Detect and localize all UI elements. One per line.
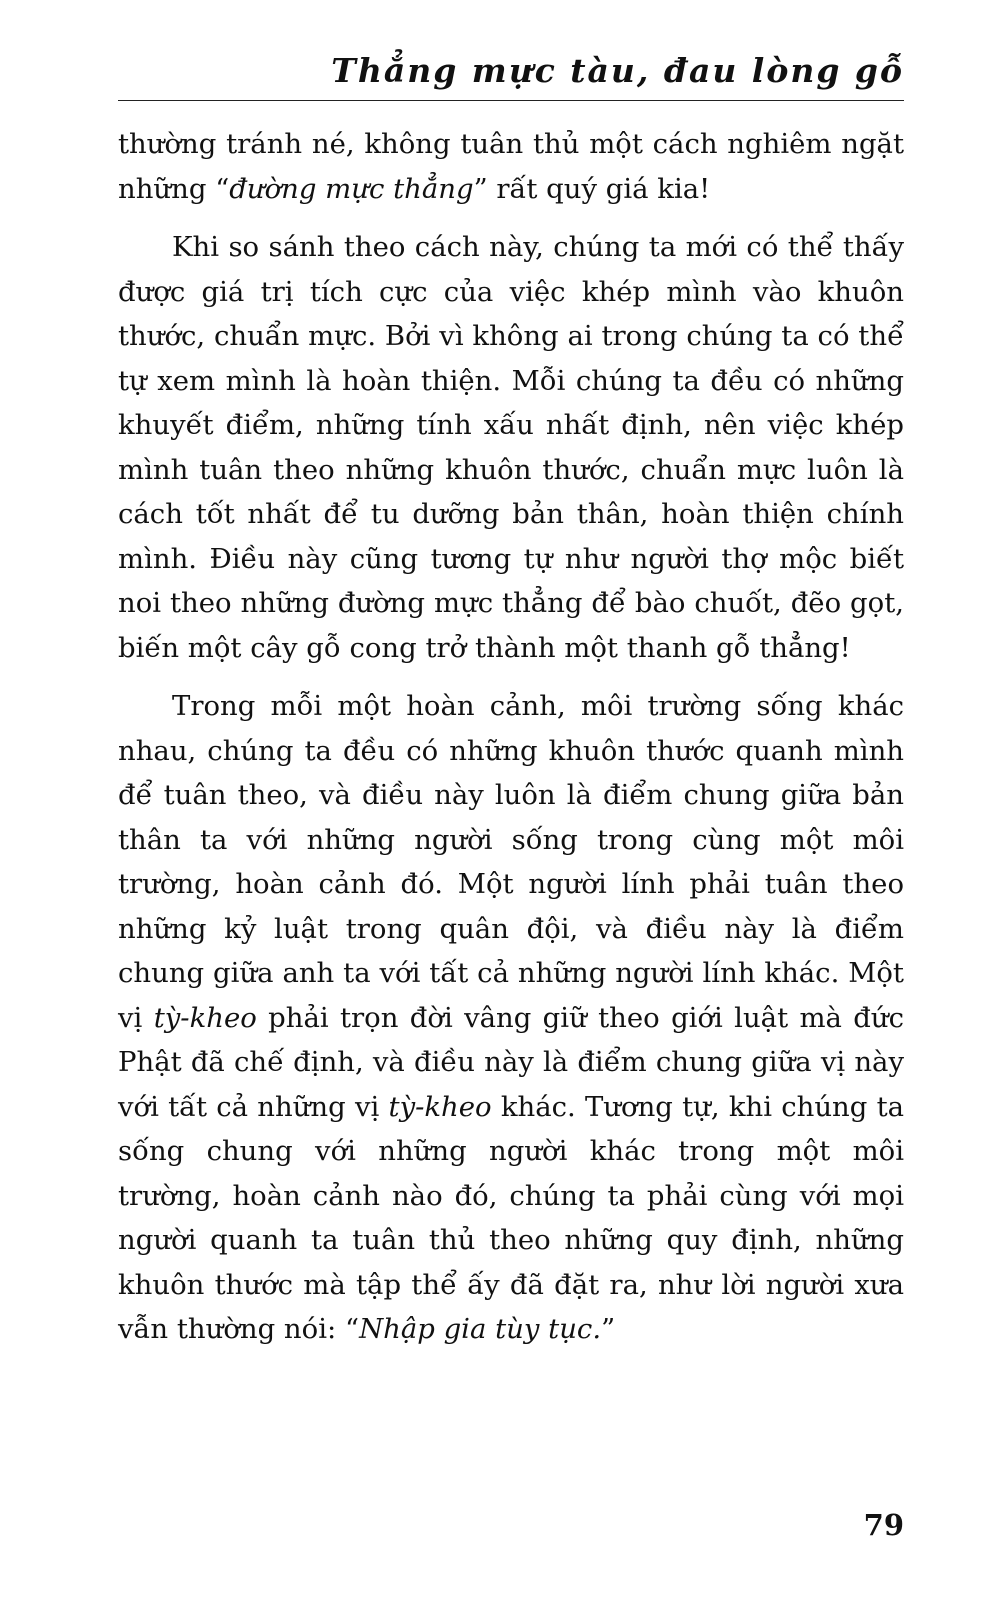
text-segment: khác. Tương tự, khi chúng ta sống chung với những người khác trong một môi trường, hoàn cảnh nào đó, chúng ta phải cùng với mọi người quanh ta tuân thủ theo những quy định, những khuôn thước mà tập thể ấy đã đặt ra, như lời người xưa vẫn thường nói: “ bbox=[118, 1090, 905, 1345]
text-segment: thường tránh né, không tuân thủ một cách nghiêm ngặt những “ bbox=[118, 128, 904, 205]
running-title: Thẳng mực tàu, đau lòng gỗ bbox=[331, 51, 904, 90]
text-segment: ” bbox=[601, 1313, 616, 1345]
italic-term: tỳ-kheo bbox=[153, 1001, 257, 1034]
italic-quote: Nhập gia tùy tục. bbox=[359, 1313, 602, 1345]
text-segment: ” rất quý giá kia! bbox=[473, 172, 711, 205]
page-number: 79 bbox=[863, 1508, 904, 1542]
paragraph-2 bbox=[118, 225, 904, 670]
text-segment: phải trọn đời vâng giữ theo giới luật mà đức Phật đã chế định, và điều này là điểm chung giữa vị này với tất cả những vị bbox=[118, 1001, 904, 1123]
text-segment: Khi so sánh theo cách này, chúng ta mới có thể thấy được giá trị tích cực của việc khép mình vào khuôn thước, chuẩn mực. Bởi vì không ai trong chúng ta có thể tự xem mình là hoàn thiện. Mỗi chúng ta đều có những khuyết điểm, những tính xấu nhất định, nên việc khép mình tuân theo những khuôn thước, chuẩn mực luôn là cách tốt nhất để tu dưỡng bản thân, hoàn thiện chính mình. Điều này cũng tương tự như người thợ mộc biết noi theo những đường mực thẳng để bào chuốt, đẽo gọt, biến một cây gỗ cong trở thành một thanh gỗ thẳng! bbox=[118, 231, 904, 664]
paragraph-1 bbox=[118, 122, 904, 211]
italic-term: tỳ-kheo bbox=[388, 1090, 492, 1123]
paragraph-3 bbox=[118, 684, 904, 1352]
running-header bbox=[118, 48, 904, 101]
body-text bbox=[118, 122, 904, 1366]
text-segment: Trong mỗi một hoàn cảnh, môi trường sống khác nhau, chúng ta đều có những khuôn thước quanh mình để tuân theo, và điều này luôn là điểm chung giữa bản thân ta với những người sống trong cùng một môi trường, hoàn cảnh đó. Một người lính phải tuân theo những kỷ luật trong quân đội, và điều này là điểm chung giữa anh ta với tất cả những người lính khác. Một vị bbox=[118, 690, 904, 1034]
italic-phrase: đường mực thẳng bbox=[229, 172, 474, 205]
